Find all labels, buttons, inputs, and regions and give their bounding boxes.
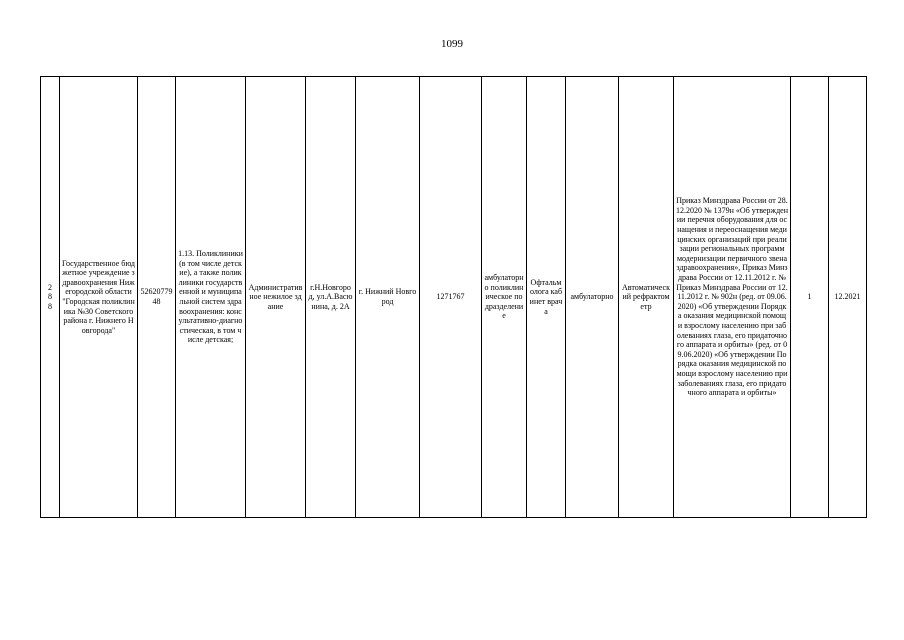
cell-city: г. Нижний Новгород <box>356 77 420 518</box>
cell-order: Приказ Минздрава России от 28.12.2020 № 1379н «Об утверждении перечня оборудования для оснащения и переоснащения медицинских организаций при реализации региональных программ модернизации первичного звена здравоохранения», Приказ Минздрава России от 12.11.2012 г. № Приказ Минздрава России от 12.11.2012 г. № 902н (ред. от 09.06.2020) «Об утверждении Порядка оказания медицинской помощи взрослому населению при заболеваниях глаза, его придаточного аппарата и орбиты» (ред. от 09.06.2020) «Об утверждении Порядка оказания медицинской помощи взрослому населению при заболеваниях глаза, его придаточного аппарата и орбиты» <box>674 77 791 518</box>
cell-care-type: амбулаторно <box>566 77 619 518</box>
cell-population: 1271767 <box>420 77 482 518</box>
cell-quantity: 1 <box>791 77 829 518</box>
cell-cabinet: Офтальмолога кабинет врача <box>527 77 566 518</box>
cell-date: 12.2021 <box>829 77 867 518</box>
cell-building: Административное нежилое здание <box>246 77 306 518</box>
cell-category: 1.13. Поликлиники (в том числе детские), а также поликлиники государственной и муниципальной систем здравоохранения: консультативно-диагностическая, в том числе детская; <box>176 77 246 518</box>
page-number: 1099 <box>441 38 463 50</box>
cell-inn: 5262077948 <box>138 77 176 518</box>
equipment-table <box>40 76 867 518</box>
cell-device: Автоматический рефрактометр <box>619 77 674 518</box>
cell-organization: Государственное бюджетное учреждение здравоохранения Нижегородской области "Городская поликлиника №30 Советского района г. Нижнего Новгорода" <box>60 77 138 518</box>
cell-unit: амбулаторно поликлиническое подразделение <box>482 77 527 518</box>
cell-row-number: 288 <box>41 77 60 518</box>
table-row <box>41 77 867 518</box>
cell-address: г.Н.Новгород, ул.А.Васюнина, д. 2А <box>306 77 356 518</box>
